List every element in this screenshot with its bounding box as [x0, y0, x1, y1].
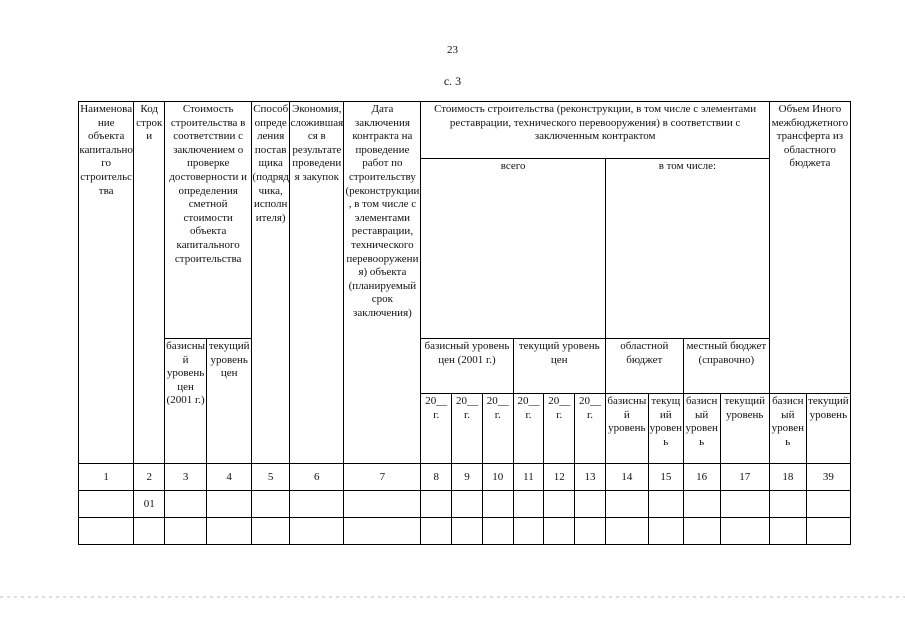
- table-cell[interactable]: [575, 518, 606, 545]
- column-number: 5: [252, 464, 290, 491]
- header-current-level: текущий уровень цен: [513, 339, 605, 394]
- column-number: 13: [575, 464, 606, 491]
- column-number: 39: [806, 464, 850, 491]
- report-table: [78, 101, 851, 545]
- table-cell[interactable]: [806, 518, 850, 545]
- table-cell[interactable]: [544, 491, 575, 518]
- scan-noise: [0, 596, 905, 598]
- header-year: 20__ г.: [421, 394, 452, 464]
- header-row-code: Код строки: [134, 102, 165, 464]
- header-estimate-cost: Стоимость строительства в соответствии с заключением о проверке достоверности и определения сметной стоимости объекта капитального строительства: [165, 102, 252, 339]
- table-cell[interactable]: [648, 518, 683, 545]
- column-number: 15: [648, 464, 683, 491]
- column-number: 10: [482, 464, 513, 491]
- column-number: 12: [544, 464, 575, 491]
- column-number: 11: [513, 464, 544, 491]
- column-number: 7: [344, 464, 421, 491]
- header-contract-cost: Стоимость строительства (реконструкции, в том числе с элементами реставрации, технического перевооружения) в соответствии с заключенным контрактом: [421, 102, 770, 159]
- table-cell[interactable]: [290, 491, 344, 518]
- table-cell[interactable]: [165, 491, 207, 518]
- table-cell[interactable]: [769, 518, 806, 545]
- table-cell[interactable]: [207, 491, 252, 518]
- table-cell[interactable]: [683, 518, 720, 545]
- column-number: 2: [134, 464, 165, 491]
- column-number: 16: [683, 464, 720, 491]
- table-cell[interactable]: [683, 491, 720, 518]
- header-local-budget: местный бюджет (справочно): [683, 339, 769, 394]
- table-cell[interactable]: [290, 518, 344, 545]
- header-transfer-current: текущий уровень: [806, 394, 850, 464]
- header-transfer-base: базисный уровень: [769, 394, 806, 464]
- header-local-current: текущий уровень: [720, 394, 769, 464]
- table-cell[interactable]: [482, 518, 513, 545]
- header-including: в том числе:: [605, 159, 769, 339]
- table-cell[interactable]: [252, 491, 290, 518]
- table-cell[interactable]: [575, 491, 606, 518]
- header-year: 20__ г.: [575, 394, 606, 464]
- header-year: 20__ г.: [544, 394, 575, 464]
- table-cell[interactable]: [544, 518, 575, 545]
- table-cell[interactable]: [648, 491, 683, 518]
- header-contract-date: Дата заключения контракта на проведение работ по строительству (реконструкции, в том числе с элементами реставрации, технического перевооружения) объекта (планируемый срок заключения): [344, 102, 421, 464]
- table-cell[interactable]: [720, 491, 769, 518]
- cell-object-name[interactable]: [79, 518, 134, 545]
- table-cell[interactable]: [482, 491, 513, 518]
- column-number: 18: [769, 464, 806, 491]
- header-regional-base: базисный уровень: [605, 394, 648, 464]
- table-cell[interactable]: [207, 518, 252, 545]
- header-supplier-method: Способ определения поставщика (подрядчика, исполнителя): [252, 102, 290, 464]
- header-base-level: базисный уровень цен (2001 г.): [421, 339, 513, 394]
- column-number: 6: [290, 464, 344, 491]
- table-cell[interactable]: [421, 491, 452, 518]
- column-number: 3: [165, 464, 207, 491]
- table-row: [79, 491, 851, 518]
- header-savings: Экономия, сложившаяся в результате проведения закупок: [290, 102, 344, 464]
- table-cell[interactable]: [344, 491, 421, 518]
- header-total: всего: [421, 159, 606, 339]
- cell-row-code: 01: [134, 491, 165, 518]
- header-local-base: базисный уровень: [683, 394, 720, 464]
- table-cell[interactable]: [452, 491, 483, 518]
- column-number: 1: [79, 464, 134, 491]
- table-cell[interactable]: [421, 518, 452, 545]
- cell-object-name[interactable]: [79, 491, 134, 518]
- table-cell[interactable]: [252, 518, 290, 545]
- header-year: 20__ г.: [482, 394, 513, 464]
- header-transfer-volume: Объем Иного межбюджетного трансферта из областного бюджета: [769, 102, 850, 394]
- table-cell[interactable]: [165, 518, 207, 545]
- table-cell[interactable]: [344, 518, 421, 545]
- cell-row-code: [134, 518, 165, 545]
- page-number: 23: [447, 44, 458, 56]
- table-cell[interactable]: [513, 518, 544, 545]
- table-cell[interactable]: [605, 518, 648, 545]
- table-cell[interactable]: [513, 491, 544, 518]
- header-regional-current: текущий уровень: [648, 394, 683, 464]
- column-number-row: [79, 464, 851, 491]
- table-cell[interactable]: [720, 518, 769, 545]
- column-number: 17: [720, 464, 769, 491]
- header-estimate-base: базисный уровень цен (2001 г.): [165, 339, 207, 464]
- continuation-label: с. 3: [443, 74, 462, 88]
- column-number: 9: [452, 464, 483, 491]
- header-object-name: Наименование объекта капитального строительства: [79, 102, 134, 464]
- table-cell[interactable]: [806, 491, 850, 518]
- column-number: 4: [207, 464, 252, 491]
- table-row: [79, 518, 851, 545]
- column-number: 14: [605, 464, 648, 491]
- table-cell[interactable]: [769, 491, 806, 518]
- header-estimate-current: текущий уровень цен: [207, 339, 252, 464]
- header-regional-budget: областной бюджет: [605, 339, 683, 394]
- table-cell[interactable]: [452, 518, 483, 545]
- header-year: 20__ г.: [452, 394, 483, 464]
- header-year: 20__ г.: [513, 394, 544, 464]
- table-cell[interactable]: [605, 491, 648, 518]
- column-number: 8: [421, 464, 452, 491]
